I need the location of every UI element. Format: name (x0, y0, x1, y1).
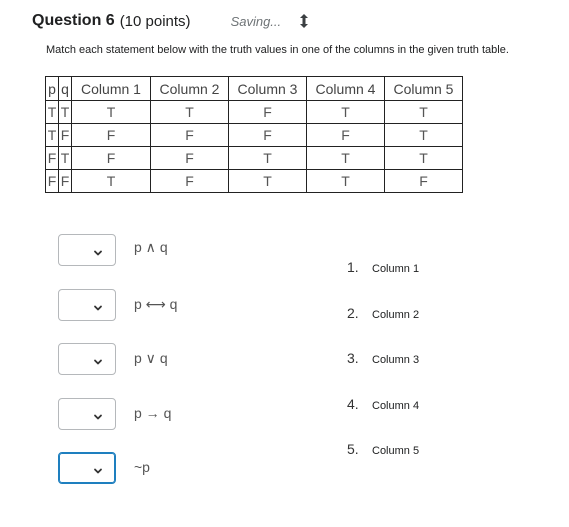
answer-label: Column 5 (372, 445, 420, 457)
truth-table (45, 76, 463, 193)
table-cell: T (385, 101, 463, 124)
table-cell: T (59, 101, 72, 124)
match-statement-row (58, 398, 172, 430)
table-cell: F (59, 170, 72, 193)
answer-number: 5. (347, 441, 359, 457)
saving-status: Saving... (230, 13, 282, 29)
sync-arrows-icon (297, 13, 311, 29)
header-column-4: Column 4 (307, 77, 385, 101)
chevron-down-icon (93, 245, 103, 255)
table-cell: F (59, 124, 72, 147)
statement-text: p ⟷ q (134, 296, 178, 312)
answer-label: Column 1 (372, 263, 420, 275)
answer-label: Column 3 (372, 354, 420, 366)
answer-number: 4. (347, 396, 359, 412)
table-cell: T (307, 170, 385, 193)
header-column-2: Column 2 (151, 77, 229, 101)
statement-text: ~p (134, 459, 150, 475)
table-cell: T (72, 101, 151, 124)
table-cell: F (72, 124, 151, 147)
table-row (46, 124, 463, 147)
statement-text: p ∧ q (134, 239, 168, 255)
header-q: q (59, 77, 72, 101)
table-cell: T (307, 147, 385, 170)
answer-label: Column 2 (372, 309, 420, 321)
question-instructions: Match each statement below with the truth values in one of the columns in the given truth table. (46, 44, 509, 56)
statement-text: p ∨ q (134, 350, 168, 366)
answer-number: 3. (347, 350, 359, 366)
table-cell: T (307, 101, 385, 124)
statement-text: p → q (134, 405, 172, 421)
table-row (46, 170, 463, 193)
table-cell: T (151, 101, 229, 124)
table-row (46, 101, 463, 124)
table-cell: F (46, 170, 59, 193)
table-cell: T (72, 170, 151, 193)
header-p: p (46, 77, 59, 101)
answer-choice-1 (347, 259, 419, 275)
answer-choice-5 (347, 441, 419, 457)
answer-number: 2. (347, 305, 359, 321)
match-statement-row (58, 289, 178, 321)
match-statement-row (58, 234, 168, 266)
table-cell: T (59, 147, 72, 170)
header-column-1: Column 1 (72, 77, 151, 101)
header-column-3: Column 3 (229, 77, 307, 101)
table-cell: F (385, 170, 463, 193)
table-cell: F (72, 147, 151, 170)
match-select-2[interactable] (58, 289, 116, 321)
chevron-down-icon (93, 354, 103, 364)
answer-choice-4 (347, 396, 419, 412)
match-select-4[interactable] (58, 398, 116, 430)
match-statement-row (58, 452, 150, 484)
answer-choice-3 (347, 350, 419, 366)
table-cell: F (151, 124, 229, 147)
table-cell: T (229, 147, 307, 170)
match-select-3[interactable] (58, 343, 116, 375)
chevron-down-icon (93, 409, 103, 419)
table-row (46, 147, 463, 170)
table-cell: F (307, 124, 385, 147)
table-header-row (46, 77, 463, 101)
table-cell: F (151, 147, 229, 170)
table-cell: F (229, 101, 307, 124)
chevron-down-icon (93, 463, 103, 473)
match-select-1[interactable] (58, 234, 116, 266)
table-cell: F (46, 147, 59, 170)
question-title: Question 6 (32, 12, 115, 29)
answer-choice-2 (347, 305, 419, 321)
answer-label: Column 4 (372, 400, 420, 412)
table-cell: T (46, 101, 59, 124)
match-statement-row (58, 343, 168, 375)
table-cell: T (385, 124, 463, 147)
table-cell: T (229, 170, 307, 193)
table-cell: T (385, 147, 463, 170)
header-column-5: Column 5 (385, 77, 463, 101)
question-points: (10 points) (119, 12, 191, 30)
chevron-down-icon (93, 300, 103, 310)
table-cell: F (151, 170, 229, 193)
question-header (32, 11, 311, 31)
match-select-5[interactable] (58, 452, 116, 484)
table-cell: T (46, 124, 59, 147)
answer-number: 1. (347, 259, 359, 275)
table-cell: F (229, 124, 307, 147)
